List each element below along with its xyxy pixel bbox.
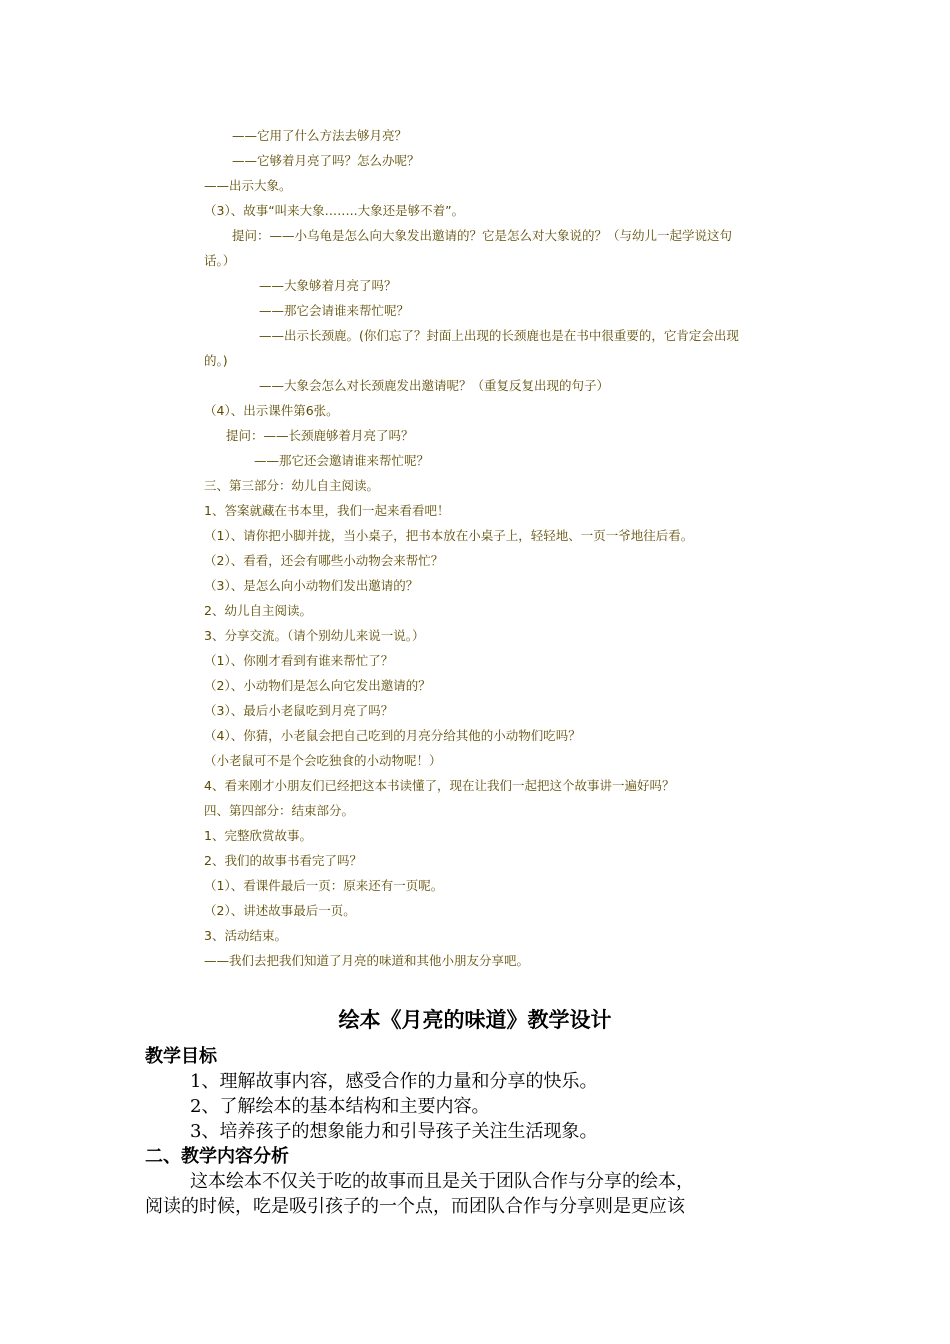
goals-heading: 教学目标 — [145, 1046, 217, 1067]
procedure-line: （1）、看课件最后一页：原来还有一页呢。 — [204, 878, 444, 893]
procedure-line: ——它够着月亮了吗？怎么办呢？ — [232, 153, 420, 168]
procedure-line: ——出示长颈鹿。(你们忘了？封面上出现的长颈鹿也是在书中很重要的，它肯定会出现 — [259, 328, 739, 343]
procedure-line: 四、第四部分：结束部分。 — [204, 803, 355, 818]
procedure-line: 提问：——小乌龟是怎么向大象发出邀请的？它是怎么对大象说的？（与幼儿一起学说这句 — [232, 228, 733, 243]
procedure-line: （4）、你猜，小老鼠会把自己吃到的月亮分给其他的小动物们吃吗？ — [204, 728, 581, 743]
goal-item: 1、理解故事内容，感受合作的力量和分享的快乐。 — [190, 1071, 598, 1092]
procedure-line: 3、活动结束。 — [204, 928, 287, 943]
procedure-line: （2）、小动物们是怎么向它发出邀请的？ — [204, 678, 431, 693]
procedure-line: （4）、出示课件第6张。 — [204, 403, 339, 418]
procedure-line: （1）、请你把小脚并拢，当小桌子，把书本放在小桌子上，轻轻地、一页一爷地往后看。 — [204, 528, 694, 543]
document-title: 绘本《月亮的味道》教学设计 — [338, 1008, 612, 1032]
procedure-line: 提问：——长颈鹿够着月亮了吗？ — [226, 428, 414, 443]
procedure-line: （3）、最后小老鼠吃到月亮了吗？ — [204, 703, 394, 718]
procedure-line: 2、幼儿自主阅读。 — [204, 603, 312, 618]
procedure-line: （2）、讲述故事最后一页。 — [204, 903, 356, 918]
procedure-line: 三、第三部分：幼儿自主阅读。 — [204, 478, 380, 493]
procedure-line: （3）、是怎么向小动物们发出邀请的？ — [204, 578, 419, 593]
procedure-line: ——大象够着月亮了吗？ — [259, 278, 397, 293]
procedure-line: （1）、你刚才看到有谁来帮忙了？ — [204, 653, 394, 668]
procedure-line: ——那它还会邀请谁来帮忙呢？ — [254, 453, 430, 468]
procedure-line: 3、分享交流。（请个别幼儿来说一说。） — [204, 628, 425, 643]
procedure-line: 1、答案就藏在书本里，我们一起来看看吧！ — [204, 503, 450, 518]
analysis-paragraph-line: 阅读的时候，吃是吸引孩子的一个点，而团队合作与分享则是更应该 — [145, 1196, 685, 1217]
analysis-paragraph-line: 这本绘本不仅关于吃的故事而且是关于团队合作与分享的绘本， — [190, 1171, 694, 1192]
procedure-line: ——那它会请谁来帮忙呢？ — [259, 303, 410, 318]
procedure-line: 4、看来刚才小朋友们已经把这本书读懂了，现在让我们一起把这个故事讲一遍好吗？ — [204, 778, 675, 793]
procedure-line: ——它用了什么方法去够月亮？ — [232, 128, 408, 143]
goal-item: 2、了解绘本的基本结构和主要内容。 — [190, 1096, 490, 1117]
procedure-line: （2）、看看，还会有哪些小动物会来帮忙？ — [204, 553, 444, 568]
procedure-line: ——大象会怎么对长颈鹿发出邀请呢？（重复反复出现的句子） — [259, 378, 610, 393]
procedure-line: （小老鼠可不是个会吃独食的小动物呢！） — [204, 753, 442, 768]
procedure-line: 1、完整欣赏故事。 — [204, 828, 312, 843]
procedure-line: 的。) — [204, 353, 228, 368]
procedure-line: 话。） — [204, 253, 236, 268]
procedure-line: 2、我们的故事书看完了吗？ — [204, 853, 362, 868]
procedure-line: （3）、故事“叫来大象……..大象还是够不着”。 — [204, 203, 465, 218]
procedure-line: ——我们去把我们知道了月亮的味道和其他小朋友分享吧。 — [204, 953, 530, 968]
procedure-line: ——出示大象。 — [204, 178, 292, 193]
analysis-heading: 二、教学内容分析 — [145, 1146, 289, 1167]
goal-item: 3、培养孩子的想象能力和引导孩子关注生活现象。 — [190, 1121, 598, 1142]
